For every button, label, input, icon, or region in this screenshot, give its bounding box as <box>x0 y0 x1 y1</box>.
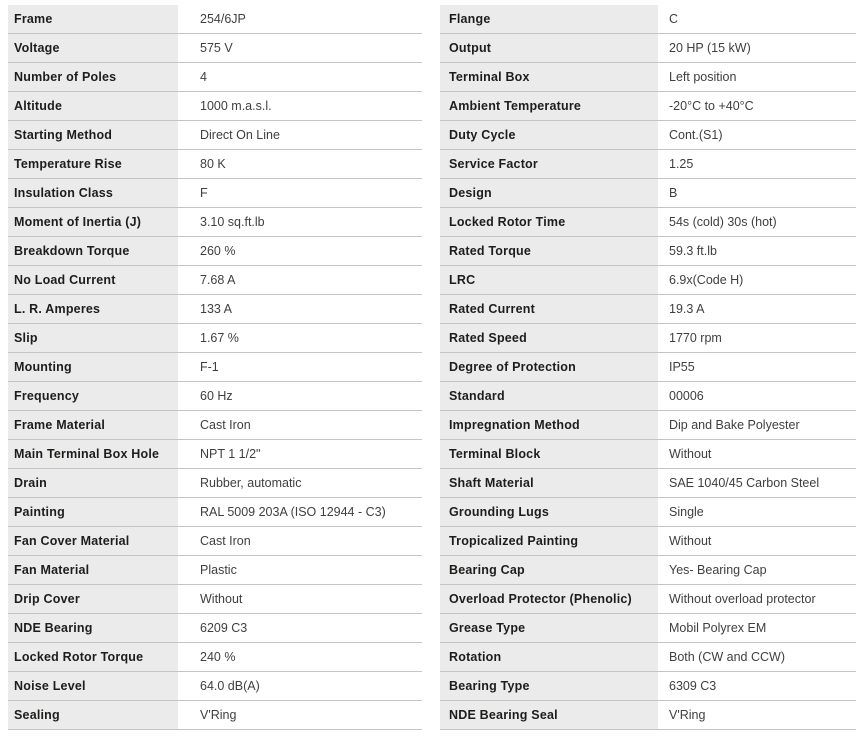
spec-row <box>440 34 856 63</box>
spec-row <box>440 324 856 353</box>
spec-value: Single <box>658 498 856 526</box>
spec-value: Left position <box>658 63 856 91</box>
spec-label: LRC <box>440 266 658 294</box>
spec-label: Impregnation Method <box>440 411 658 439</box>
spec-row <box>8 672 422 701</box>
spec-value: 1.67 % <box>178 324 422 352</box>
spec-value: F-1 <box>178 353 422 381</box>
spec-row <box>8 353 422 382</box>
spec-value: V'Ring <box>178 701 422 729</box>
spec-label: Voltage <box>8 34 178 62</box>
spec-value: 60 Hz <box>178 382 422 410</box>
spec-value: SAE 1040/45 Carbon Steel <box>658 469 856 497</box>
spec-row <box>8 498 422 527</box>
spec-label: NDE Bearing <box>8 614 178 642</box>
spec-row <box>8 469 422 498</box>
spec-row <box>8 150 422 179</box>
spec-label: Starting Method <box>8 121 178 149</box>
spec-value: Without <box>178 585 422 613</box>
spec-row <box>440 440 856 469</box>
spec-row <box>440 5 856 34</box>
spec-value: V'Ring <box>658 701 856 729</box>
spec-value: 7.68 A <box>178 266 422 294</box>
spec-row <box>440 556 856 585</box>
spec-label: Locked Rotor Torque <box>8 643 178 671</box>
spec-value: Mobil Polyrex EM <box>658 614 856 642</box>
spec-value: Without <box>658 440 856 468</box>
spec-value: 3.10 sq.ft.lb <box>178 208 422 236</box>
spec-row <box>440 701 856 730</box>
spec-label: Moment of Inertia (J) <box>8 208 178 236</box>
spec-label: Frequency <box>8 382 178 410</box>
spec-row <box>8 411 422 440</box>
spec-row <box>440 150 856 179</box>
spec-label: Drain <box>8 469 178 497</box>
spec-row <box>440 469 856 498</box>
spec-value: 6209 C3 <box>178 614 422 642</box>
spec-row <box>8 585 422 614</box>
spec-label: Number of Poles <box>8 63 178 91</box>
spec-row <box>8 121 422 150</box>
spec-value: F <box>178 179 422 207</box>
spec-value: 64.0 dB(A) <box>178 672 422 700</box>
spec-label: Rotation <box>440 643 658 671</box>
spec-row <box>440 208 856 237</box>
spec-value: 1770 rpm <box>658 324 856 352</box>
spec-value: 20 HP (15 kW) <box>658 34 856 62</box>
spec-row <box>440 237 856 266</box>
spec-row <box>8 266 422 295</box>
spec-label: Altitude <box>8 92 178 120</box>
spec-row <box>8 440 422 469</box>
spec-row <box>440 382 856 411</box>
spec-value: -20°C to +40°C <box>658 92 856 120</box>
spec-row <box>8 701 422 730</box>
spec-row <box>440 92 856 121</box>
spec-label: Noise Level <box>8 672 178 700</box>
spec-value: Rubber, automatic <box>178 469 422 497</box>
spec-row <box>440 295 856 324</box>
spec-row <box>8 208 422 237</box>
spec-label: Output <box>440 34 658 62</box>
spec-row <box>440 179 856 208</box>
spec-row <box>440 411 856 440</box>
spec-row <box>440 353 856 382</box>
spec-label: Temperature Rise <box>8 150 178 178</box>
spec-label: L. R. Amperes <box>8 295 178 323</box>
spec-label: Mounting <box>8 353 178 381</box>
spec-value: Yes- Bearing Cap <box>658 556 856 584</box>
spec-value: 254/6JP <box>178 5 422 33</box>
spec-value: RAL 5009 203A (ISO 12944 - C3) <box>178 498 422 526</box>
spec-value: Cont.(S1) <box>658 121 856 149</box>
spec-row <box>8 556 422 585</box>
spec-value: Without overload protector <box>658 585 856 613</box>
spec-label: Shaft Material <box>440 469 658 497</box>
spec-value: Cast Iron <box>178 527 422 555</box>
spec-label: Design <box>440 179 658 207</box>
spec-label: Painting <box>8 498 178 526</box>
spec-value: 59.3 ft.lb <box>658 237 856 265</box>
spec-value: Dip and Bake Polyester <box>658 411 856 439</box>
spec-label: Standard <box>440 382 658 410</box>
spec-row <box>440 643 856 672</box>
spec-row <box>440 498 856 527</box>
spec-value: Both (CW and CCW) <box>658 643 856 671</box>
spec-row <box>8 34 422 63</box>
spec-label: Locked Rotor Time <box>440 208 658 236</box>
spec-value: 6309 C3 <box>658 672 856 700</box>
spec-label: Sealing <box>8 701 178 729</box>
spec-label: Grounding Lugs <box>440 498 658 526</box>
spec-row <box>440 614 856 643</box>
spec-label: NDE Bearing Seal <box>440 701 658 729</box>
spec-table-right <box>440 5 856 730</box>
spec-label: Rated Speed <box>440 324 658 352</box>
spec-label: Insulation Class <box>8 179 178 207</box>
spec-value: 4 <box>178 63 422 91</box>
spec-value: NPT 1 1/2" <box>178 440 422 468</box>
spec-value: 54s (cold) 30s (hot) <box>658 208 856 236</box>
spec-label: Grease Type <box>440 614 658 642</box>
spec-value: Cast Iron <box>178 411 422 439</box>
spec-table-left <box>8 5 422 730</box>
spec-row <box>8 643 422 672</box>
spec-value: C <box>658 5 856 33</box>
spec-value: 80 K <box>178 150 422 178</box>
spec-label: Tropicalized Painting <box>440 527 658 555</box>
spec-label: Flange <box>440 5 658 33</box>
spec-row <box>8 614 422 643</box>
spec-value: 133 A <box>178 295 422 323</box>
spec-value: 240 % <box>178 643 422 671</box>
spec-value: IP55 <box>658 353 856 381</box>
spec-row <box>440 585 856 614</box>
spec-value: 1000 m.a.s.l. <box>178 92 422 120</box>
spec-row <box>8 63 422 92</box>
spec-label: Fan Material <box>8 556 178 584</box>
spec-value: 1.25 <box>658 150 856 178</box>
spec-label: Bearing Type <box>440 672 658 700</box>
spec-row <box>8 527 422 556</box>
spec-row <box>8 237 422 266</box>
spec-label: Degree of Protection <box>440 353 658 381</box>
spec-label: Breakdown Torque <box>8 237 178 265</box>
spec-row <box>8 5 422 34</box>
spec-value: 575 V <box>178 34 422 62</box>
spec-label: Duty Cycle <box>440 121 658 149</box>
spec-row <box>440 672 856 701</box>
spec-row <box>440 63 856 92</box>
spec-label: Slip <box>8 324 178 352</box>
spec-label: Terminal Box <box>440 63 658 91</box>
spec-value: 00006 <box>658 382 856 410</box>
spec-label: Frame <box>8 5 178 33</box>
spec-label: Main Terminal Box Hole <box>8 440 178 468</box>
spec-label: Fan Cover Material <box>8 527 178 555</box>
spec-label: Frame Material <box>8 411 178 439</box>
spec-value: Direct On Line <box>178 121 422 149</box>
spec-label: Drip Cover <box>8 585 178 613</box>
spec-label: Terminal Block <box>440 440 658 468</box>
spec-row <box>440 266 856 295</box>
spec-value: 6.9x(Code H) <box>658 266 856 294</box>
spec-label: Service Factor <box>440 150 658 178</box>
spec-label: Ambient Temperature <box>440 92 658 120</box>
spec-row <box>8 382 422 411</box>
spec-row <box>8 295 422 324</box>
spec-value: 19.3 A <box>658 295 856 323</box>
spec-row <box>8 324 422 353</box>
spec-row <box>440 527 856 556</box>
spec-label: No Load Current <box>8 266 178 294</box>
spec-row <box>8 92 422 121</box>
spec-label: Rated Current <box>440 295 658 323</box>
spec-value: 260 % <box>178 237 422 265</box>
spec-label: Rated Torque <box>440 237 658 265</box>
spec-row <box>8 179 422 208</box>
spec-value: Without <box>658 527 856 555</box>
spec-row <box>440 121 856 150</box>
spec-label: Overload Protector (Phenolic) <box>440 585 658 613</box>
spec-value: B <box>658 179 856 207</box>
spec-value: Plastic <box>178 556 422 584</box>
spec-label: Bearing Cap <box>440 556 658 584</box>
